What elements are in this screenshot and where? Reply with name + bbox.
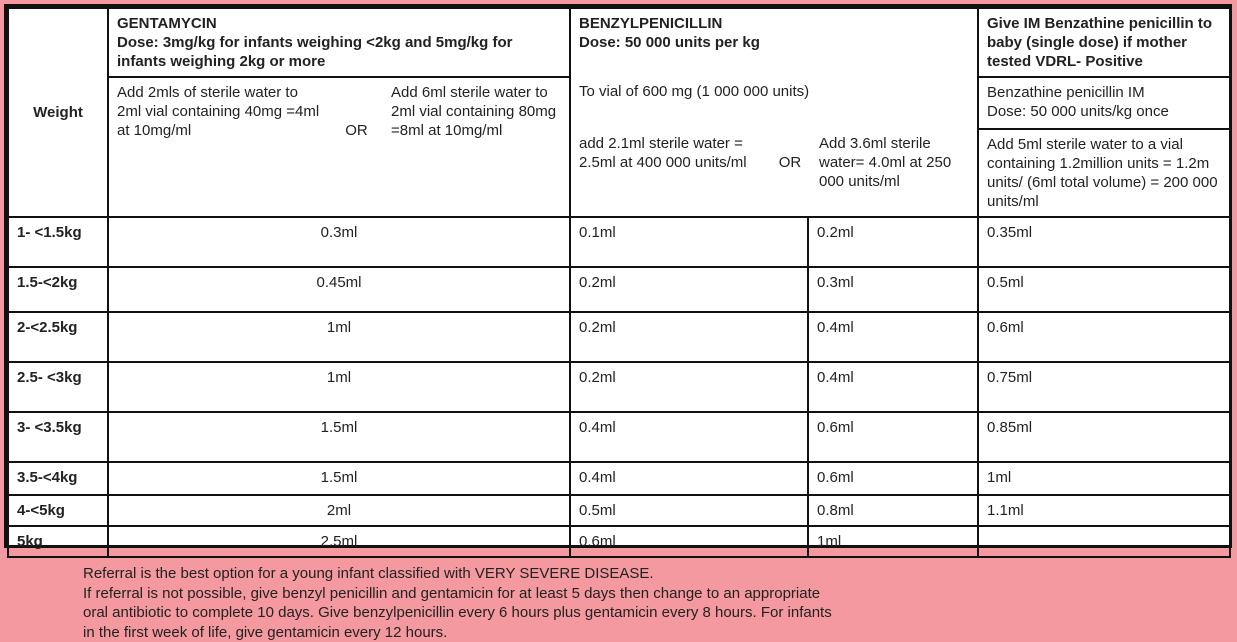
benzyl-option-a: add 2.1ml sterile water = 2.5ml at 400 000 units/ml	[579, 135, 747, 171]
benzathine-prep: Add 5ml sterile water to a vial containing 1.2million units = 1.2m units/ (6ml total volume) = 200 000 units/ml	[978, 129, 1230, 217]
table-row	[8, 312, 1230, 362]
benzyl-b-cell: 0.2ml	[808, 217, 978, 267]
gentamycin-cell: 1ml	[108, 362, 570, 412]
referral-note-line2: If referral is not possible, give benzyl penicillin and gentamicin for at least 5 days then change to an appropriate oral antibiotic to complete 10 days. Give benzylpenicillin every 6 hours plus gentamicin every 8 hours. For infants in the first week of life, give gentamicin every 12 hours.	[83, 584, 832, 641]
table-row	[8, 267, 1230, 312]
benzyl-vial: To vial of 600 mg (1 000 000 units)	[570, 77, 978, 129]
benzathine-dose: Dose: 50 000 units/kg once	[987, 103, 1169, 120]
benzyl-dose: Dose: 50 000 units per kg	[579, 34, 760, 51]
benzyl-a-cell: 0.2ml	[570, 267, 808, 312]
benzathine-cell: 0.75ml	[978, 362, 1230, 412]
gentamycin-cell: 1.5ml	[108, 462, 570, 495]
benzyl-a-cell: 0.1ml	[570, 217, 808, 267]
weight-cell: 1- <1.5kg	[8, 217, 108, 267]
benzyl-a-cell: 0.5ml	[570, 495, 808, 526]
table-row	[8, 495, 1230, 526]
benzyl-b-cell: 1ml	[808, 526, 978, 557]
benzathine-cell: 0.85ml	[978, 412, 1230, 462]
benzyl-title: BENZYLPENICILLIN	[579, 15, 723, 32]
benzyl-option-b: Add 3.6ml sterile water= 4.0ml at 250 000 units/ml	[819, 135, 952, 190]
benzathine-cell: 0.5ml	[978, 267, 1230, 312]
benzyl-b-cell: 0.8ml	[808, 495, 978, 526]
benzyl-a-cell: 0.2ml	[570, 362, 808, 412]
table-row	[8, 526, 1230, 557]
benzathine-cell	[978, 526, 1230, 557]
dosage-table	[7, 7, 1231, 558]
benzyl-b-cell: 0.6ml	[808, 412, 978, 462]
gentamycin-cell: 1.5ml	[108, 412, 570, 462]
table-row	[8, 462, 1230, 495]
benzathine-cell: 1.1ml	[978, 495, 1230, 526]
gentamycin-dose: Dose: 3mg/kg for infants weighing <2kg and 5mg/kg for infants weighing 2kg or more	[117, 34, 513, 70]
benzyl-a-cell: 0.4ml	[570, 412, 808, 462]
gentamycin-cell: 1ml	[108, 312, 570, 362]
referral-note-line1: Referral is the best option for a young infant classified with VERY SEVERE DISEASE.	[83, 565, 654, 582]
gentamycin-cell: 2.5ml	[108, 526, 570, 557]
weight-cell: 2.5- <3kg	[8, 362, 108, 412]
benzyl-a-cell: 0.2ml	[570, 312, 808, 362]
gentamycin-header	[108, 8, 570, 77]
gentamycin-cell: 0.45ml	[108, 267, 570, 312]
gentamycin-cell: 2ml	[108, 495, 570, 526]
weight-cell: 4-<5kg	[8, 495, 108, 526]
weight-cell: 3- <3.5kg	[8, 412, 108, 462]
weight-header: Weight	[8, 8, 108, 217]
benzathine-cell: 0.6ml	[978, 312, 1230, 362]
benzyl-b-cell: 0.4ml	[808, 362, 978, 412]
benzyl-b-cell: 0.3ml	[808, 267, 978, 312]
benzathine-drug-dose	[978, 77, 1230, 129]
benzathine-cell: 1ml	[978, 462, 1230, 495]
gentamycin-option-a: Add 2mls of sterile water to 2ml vial containing 40mg =4ml at 10mg/ml	[117, 84, 320, 139]
benzathine-header: Give IM Benzathine penicillin to baby (single dose) if mother tested VDRL- Positive	[978, 8, 1230, 77]
dosage-table-container	[4, 4, 1232, 548]
benzyl-b-cell: 0.4ml	[808, 312, 978, 362]
gentamycin-or: OR	[345, 122, 368, 139]
gentamycin-cell: 0.3ml	[108, 217, 570, 267]
weight-cell: 5kg	[8, 526, 108, 557]
benzyl-a-cell: 0.4ml	[570, 462, 808, 495]
gentamycin-prep	[108, 77, 570, 217]
benzyl-header	[570, 8, 978, 77]
benzyl-or: OR	[778, 154, 802, 171]
table-row	[8, 362, 1230, 412]
benzyl-prep	[570, 129, 978, 217]
weight-cell: 3.5-<4kg	[8, 462, 108, 495]
weight-cell: 2-<2.5kg	[8, 312, 108, 362]
gentamycin-option-b: Add 6ml sterile water to 2ml vial containing 80mg =8ml at 10mg/ml	[391, 84, 557, 139]
table-row	[8, 217, 1230, 267]
benzyl-b-cell: 0.6ml	[808, 462, 978, 495]
weight-cell: 1.5-<2kg	[8, 267, 108, 312]
benzyl-a-cell: 0.6ml	[570, 526, 808, 557]
benzathine-drug: Benzathine penicillin IM	[987, 84, 1145, 101]
referral-note	[83, 564, 843, 642]
benzathine-cell: 0.35ml	[978, 217, 1230, 267]
gentamycin-title: GENTAMYCIN	[117, 15, 217, 32]
table-row	[8, 412, 1230, 462]
